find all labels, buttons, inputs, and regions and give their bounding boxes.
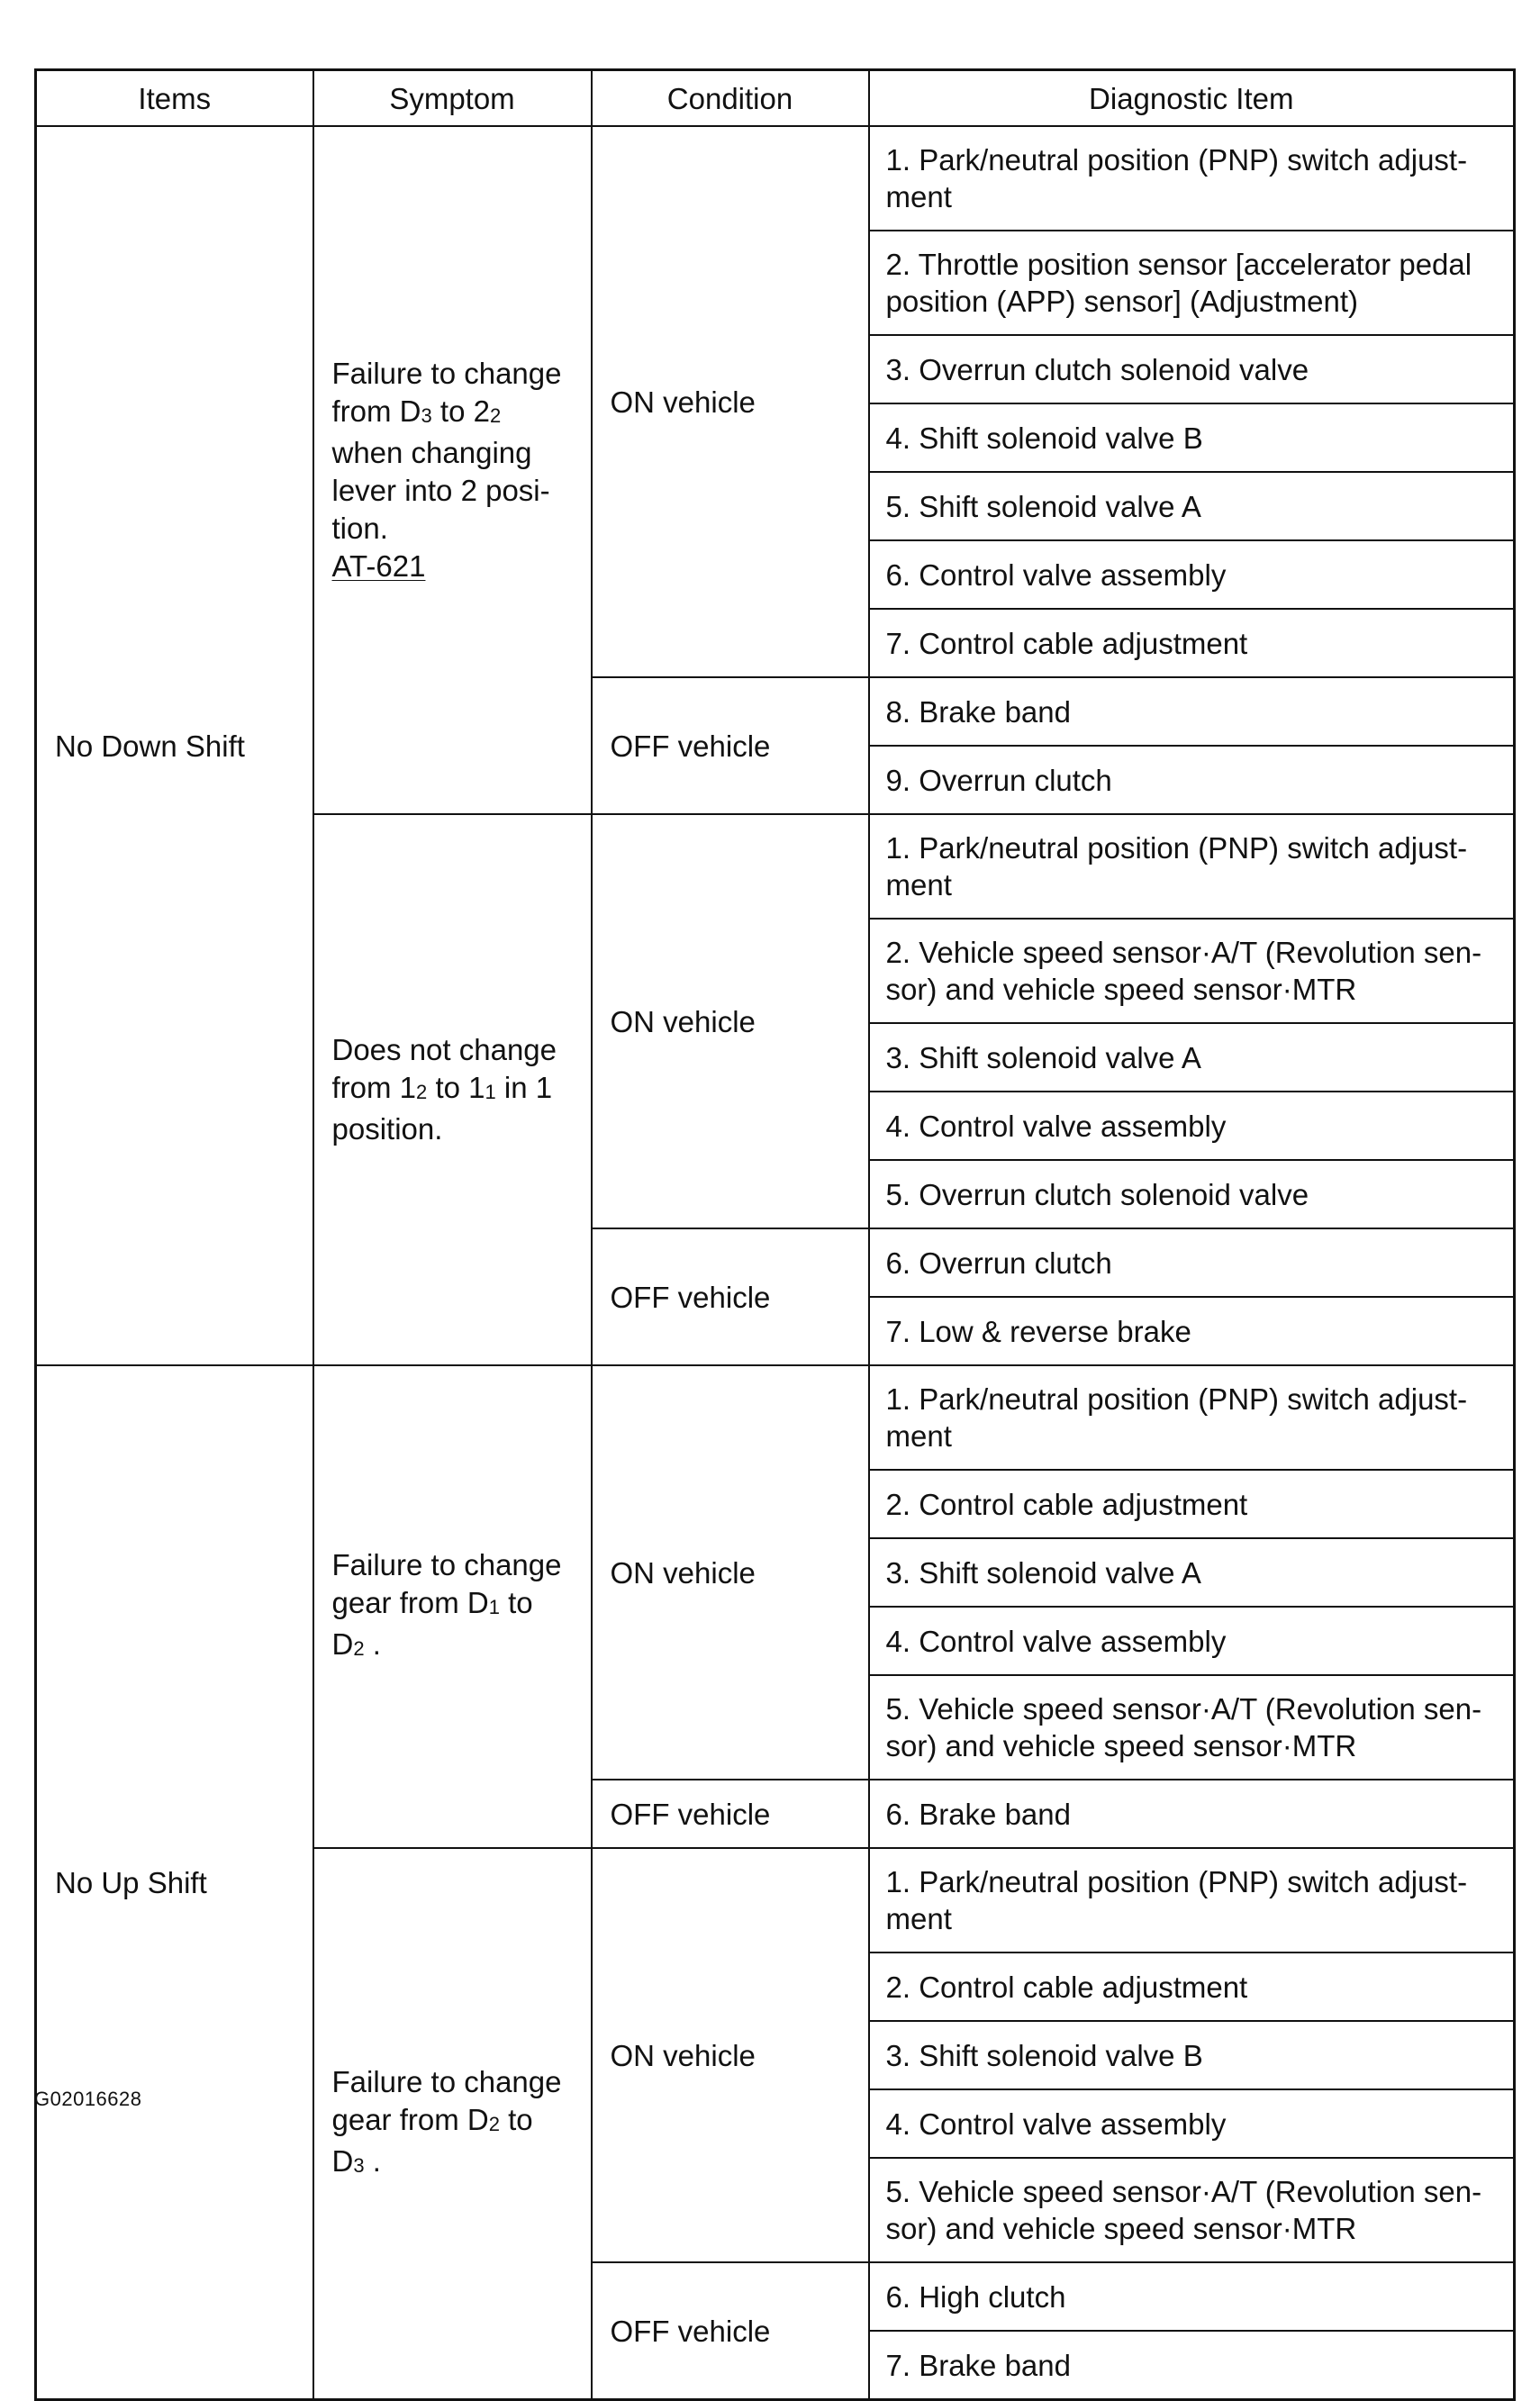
diagnostic-item-cell: 6. Brake band: [869, 1780, 1515, 1848]
symptom-text: Failure to change gear from D: [331, 2065, 562, 2136]
condition-cell: ON vehicle: [592, 1365, 869, 1780]
symptom-text: in 1 position.: [331, 1071, 553, 1146]
symptom-text: when changing lever into 2 posi- tion.: [331, 436, 550, 545]
diagnostic-table-container: [34, 68, 1513, 2401]
diagnostic-item-cell: 4. Shift solenoid valve B: [869, 403, 1515, 472]
condition-cell: ON vehicle: [592, 1848, 869, 2262]
symptom-text: Does not change from 1: [331, 1033, 557, 1104]
symptom-text: Failure to change gear from D: [331, 1548, 562, 1619]
diagnostic-item-cell: 4. Control valve assembly: [869, 2089, 1515, 2158]
gear-subscript: 3: [353, 2154, 365, 2177]
header-items: Items: [36, 70, 313, 127]
diagnostic-item-cell: 4. Control valve assembly: [869, 1607, 1515, 1675]
table-body: [36, 126, 1515, 2400]
header-symptom: Symptom: [313, 70, 592, 127]
gear-subscript: 2: [489, 404, 502, 427]
header-diagnostic-item: Diagnostic Item: [869, 70, 1515, 127]
reference-link[interactable]: AT-621: [331, 549, 426, 583]
diagnostic-item-cell: 3. Overrun clutch solenoid valve: [869, 335, 1515, 403]
gear-subscript: 1: [485, 1081, 496, 1103]
diagnostic-item-cell: 8. Brake band: [869, 677, 1515, 746]
symptom-text: Failure to change from D: [331, 357, 562, 428]
diagnostic-item-cell: 1. Park/neutral position (PNP) switch adjust- ment: [869, 1848, 1515, 1953]
condition-cell: ON vehicle: [592, 126, 869, 677]
diagnostic-item-cell: 6. Overrun clutch: [869, 1228, 1515, 1297]
items-cell: No Up Shift: [36, 1365, 313, 2400]
gear-subscript: 3: [421, 404, 432, 427]
condition-cell: OFF vehicle: [592, 1780, 869, 1848]
table-row: [36, 1365, 1515, 1470]
diagnostic-item-cell: 6. High clutch: [869, 2262, 1515, 2331]
symptom-text: to D: [331, 1586, 533, 1661]
diagnostic-item-cell: 7. Brake band: [869, 2331, 1515, 2400]
diagnostic-item-cell: 5. Overrun clutch solenoid valve: [869, 1160, 1515, 1228]
diagnostic-item-cell: 9. Overrun clutch: [869, 746, 1515, 814]
diagnostic-item-cell: 2. Vehicle speed sensor·A/T (Revolution sen- sor) and vehicle speed sensor·MTR: [869, 919, 1515, 1023]
diagnostic-item-cell: 5. Shift solenoid valve A: [869, 472, 1515, 540]
symptom-cell: [313, 1365, 592, 1848]
symptom-text: .: [364, 2144, 381, 2178]
diagnostic-item-cell: 1. Park/neutral position (PNP) switch adjust- ment: [869, 126, 1515, 231]
diagnostic-item-cell: 5. Vehicle speed sensor·A/T (Revolution sen- sor) and vehicle speed sensor·MTR: [869, 1675, 1515, 1780]
condition-cell: OFF vehicle: [592, 677, 869, 814]
gear-subscript: 1: [488, 1596, 500, 1618]
condition-cell: OFF vehicle: [592, 1228, 869, 1365]
figure-id: G02016628: [34, 2088, 142, 2110]
condition-cell: ON vehicle: [592, 814, 869, 1228]
table-row: [36, 126, 1515, 231]
gear-subscript: 2: [416, 1081, 428, 1103]
symptom-cell: [313, 126, 592, 814]
symptom-text: to 1: [427, 1071, 485, 1104]
diagnostic-item-cell: 5. Vehicle speed sensor·A/T (Revolution sen- sor) and vehicle speed sensor·MTR: [869, 2158, 1515, 2262]
symptom-text: to D: [331, 2103, 533, 2178]
diagnostic-item-cell: 2. Control cable adjustment: [869, 1470, 1515, 1538]
symptom-cell: [313, 814, 592, 1365]
gear-subscript: 2: [353, 1637, 365, 1660]
diagnostic-item-cell: 6. Control valve assembly: [869, 540, 1515, 609]
diagnostic-item-cell: 7. Low & reverse brake: [869, 1297, 1515, 1365]
header-condition: Condition: [592, 70, 869, 127]
items-cell: No Down Shift: [36, 126, 313, 1365]
diagnostic-item-cell: 7. Control cable adjustment: [869, 609, 1515, 677]
diagnostic-table: [34, 68, 1516, 2401]
diagnostic-item-cell: 2. Control cable adjustment: [869, 1953, 1515, 2021]
symptom-text: .: [364, 1627, 381, 1661]
table-header-row: [36, 70, 1515, 127]
gear-subscript: 2: [488, 2113, 500, 2135]
diagnostic-item-cell: 3. Shift solenoid valve B: [869, 2021, 1515, 2089]
diagnostic-item-cell: 4. Control valve assembly: [869, 1092, 1515, 1160]
diagnostic-item-cell: 3. Shift solenoid valve A: [869, 1538, 1515, 1607]
diagnostic-item-cell: 3. Shift solenoid valve A: [869, 1023, 1515, 1092]
symptom-text: to 2: [431, 394, 490, 428]
symptom-cell: [313, 1848, 592, 2400]
diagnostic-item-cell: 1. Park/neutral position (PNP) switch adjust- ment: [869, 1365, 1515, 1470]
diagnostic-item-cell: 1. Park/neutral position (PNP) switch adjust- ment: [869, 814, 1515, 919]
condition-cell: OFF vehicle: [592, 2262, 869, 2400]
diagnostic-item-cell: 2. Throttle position sensor [accelerator pedal position (APP) sensor] (Adjustment): [869, 231, 1515, 335]
